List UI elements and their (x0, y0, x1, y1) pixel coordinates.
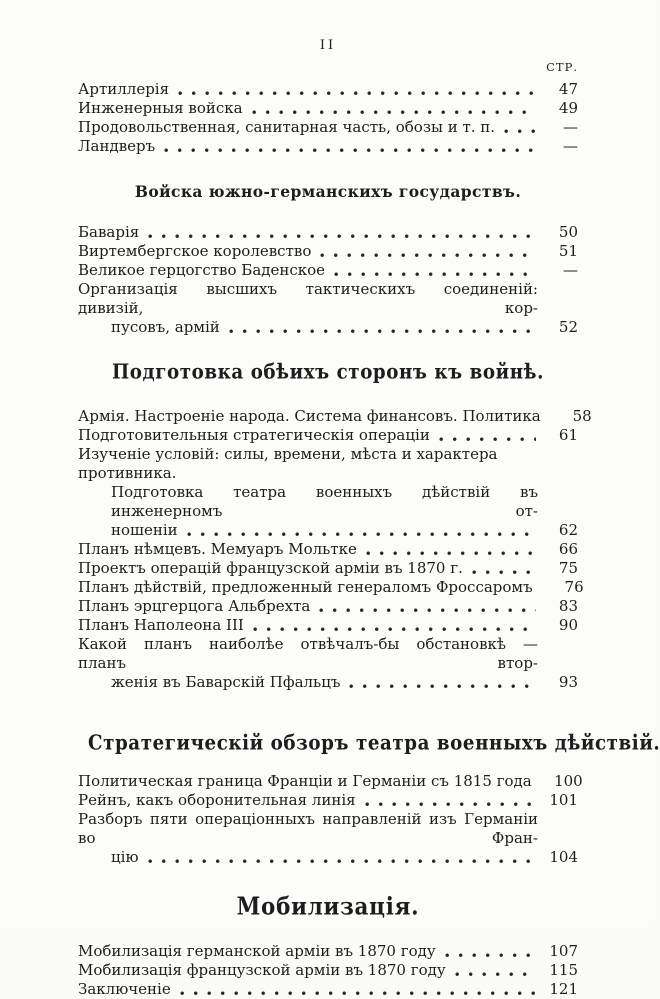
dot-leader (365, 802, 536, 810)
entry-title: Подготовительныя стратегическія операціи (78, 426, 430, 444)
entry-page-number: 47 (558, 80, 578, 98)
entry-page-number: — (563, 118, 578, 136)
dot-leader (320, 253, 536, 261)
toc-entry-line (78, 597, 578, 616)
entry-title: Заключеніе (78, 980, 171, 998)
entry-page-number: 66 (558, 540, 578, 558)
toc-entry-line (78, 559, 578, 578)
dot-leader (455, 972, 536, 980)
entry-page-number: 90 (558, 616, 578, 634)
toc-entry-line (78, 791, 578, 810)
toc-section (78, 359, 592, 692)
toc-entry-line (78, 616, 578, 635)
dot-leader (148, 859, 536, 867)
entry-page-number: 58 (572, 407, 592, 425)
dot-leader (349, 684, 536, 692)
toc-entry-line (78, 407, 592, 426)
toc-entry-line (78, 673, 578, 692)
entry-title: Проектъ операцій французской арміи въ 1870 г. (78, 559, 463, 577)
dot-leader (366, 551, 536, 559)
entry-page-number: 49 (558, 99, 578, 117)
dot-leader (252, 110, 536, 118)
section-header: Войска южно-германскихъ государствъ. (134, 182, 522, 201)
dot-leader (439, 437, 536, 445)
toc-entry-line: Подготовка театра военныхъ дѣйствій въ инженерномъ от- (111, 483, 538, 520)
dot-leader (180, 991, 536, 999)
dot-leader (445, 953, 536, 961)
toc-entry-line (78, 318, 578, 337)
toc-entry-line (78, 223, 578, 242)
toc-entry-line (78, 137, 578, 156)
dot-leader (334, 272, 536, 280)
dot-leader (164, 148, 536, 156)
entry-page-number: — (563, 261, 578, 279)
section-header: Стратегическій обзоръ театра военныхъ дѣйствій. (88, 730, 660, 756)
toc-entry-line (78, 261, 578, 280)
entry-title: цію (111, 848, 139, 866)
entry-page-number: 115 (549, 961, 578, 979)
toc-section (78, 182, 578, 337)
entry-title: Планъ Наполеона III (78, 616, 244, 634)
entry-page-number: 104 (549, 848, 578, 866)
entry-page-number: 100 (554, 772, 583, 790)
entry-page-number: 52 (558, 318, 578, 336)
dot-leader (187, 532, 536, 540)
toc-section (78, 80, 578, 156)
entry-title: Планъ дѣйствій, предложенный генераломъ Фроссаромъ (78, 578, 533, 596)
entry-title: Инженерныя войска (78, 99, 243, 117)
entry-page-number: — (563, 137, 578, 155)
entry-title: Политическая граница Франціи и Германіи съ 1815 года (78, 772, 532, 790)
dot-leader (504, 129, 536, 137)
entry-page-number: 61 (558, 426, 578, 444)
entry-page-number: 62 (558, 521, 578, 539)
dot-leader (253, 627, 536, 635)
toc-entry-line: Какой планъ наиболѣе отвѣчалъ-бы обстановкѣ — планъ втор- (78, 635, 538, 672)
toc-entry-line (78, 540, 578, 559)
toc-entry-line (78, 242, 578, 261)
page-column-header: СТР. (546, 60, 578, 74)
entry-page-number: 121 (549, 980, 578, 998)
entry-page-number: 76 (564, 578, 584, 596)
dot-leader (148, 234, 536, 242)
entry-title: Великое герцогство Баденское (78, 261, 326, 279)
entry-title: женія въ Баварскій Пфальцъ (111, 673, 341, 691)
entry-title: Виртембергское королевство (78, 242, 312, 260)
toc-entry-line (78, 980, 578, 999)
toc-entry-line (78, 772, 583, 791)
entry-title: Армія. Настроеніе народа. Система финансовъ. Политика (78, 407, 541, 425)
entry-page-number: 50 (558, 223, 578, 241)
entry-title: Ландверъ (78, 137, 156, 155)
toc-entry-line: Разборъ пяти операціонныхъ направленій изъ Германіи во Фран- (78, 810, 538, 847)
section-header: Подготовка обѣихъ сторонъ къ войнѣ. (111, 359, 545, 385)
entry-title: Планъ эрцгерцога Альбрехта (78, 597, 311, 615)
entry-page-number: 83 (558, 597, 578, 615)
toc-entry-line (78, 578, 584, 597)
entry-title: Рейнъ, какъ оборонительная линія (78, 791, 356, 809)
entry-title: ношеніи (111, 521, 178, 539)
entry-page-number: 51 (558, 242, 578, 260)
toc-section (78, 730, 660, 867)
entry-page-number: 75 (558, 559, 578, 577)
entry-title: Мобилизація французской арміи въ 1870 году (78, 961, 446, 979)
toc-entry-line (78, 99, 578, 118)
dot-leader (229, 329, 536, 337)
entry-page-number: 93 (558, 673, 578, 691)
toc-entry-line (78, 942, 578, 961)
toc-entry-line (78, 521, 578, 540)
dot-leader (178, 91, 536, 99)
entry-title: пусовъ, армій (111, 318, 220, 336)
toc-entry-line: Организація высшихъ тактическихъ соединеній: дивизій, кор- (78, 280, 538, 317)
entry-page-number: 107 (549, 942, 578, 960)
entry-page-number: 101 (549, 791, 578, 809)
entry-title: Артиллерія (78, 80, 170, 98)
toc-entry-line (78, 80, 578, 99)
dot-leader (319, 608, 536, 616)
entry-title: Баварія (78, 223, 140, 241)
toc-entry-line (78, 426, 578, 445)
toc-sections (78, 80, 660, 999)
toc-entry-line (78, 118, 578, 137)
entry-title: Продовольственная, санитарная часть, обозы и т. п. (78, 118, 496, 136)
toc-section (78, 894, 578, 999)
section-header: Мобилизація. (236, 892, 420, 922)
toc-entry-line (78, 961, 578, 980)
toc-entry-line: Изученіе условій: силы, времени, мѣста и характера противника. (78, 445, 498, 482)
toc-entry-line (78, 848, 578, 867)
entry-title: Планъ нѣмцевъ. Мемуаръ Мольтке (78, 540, 357, 558)
entry-title: Мобилизація германской арміи въ 1870 году (78, 942, 436, 960)
folio-page-number: II (319, 38, 337, 53)
dot-leader (472, 570, 536, 578)
